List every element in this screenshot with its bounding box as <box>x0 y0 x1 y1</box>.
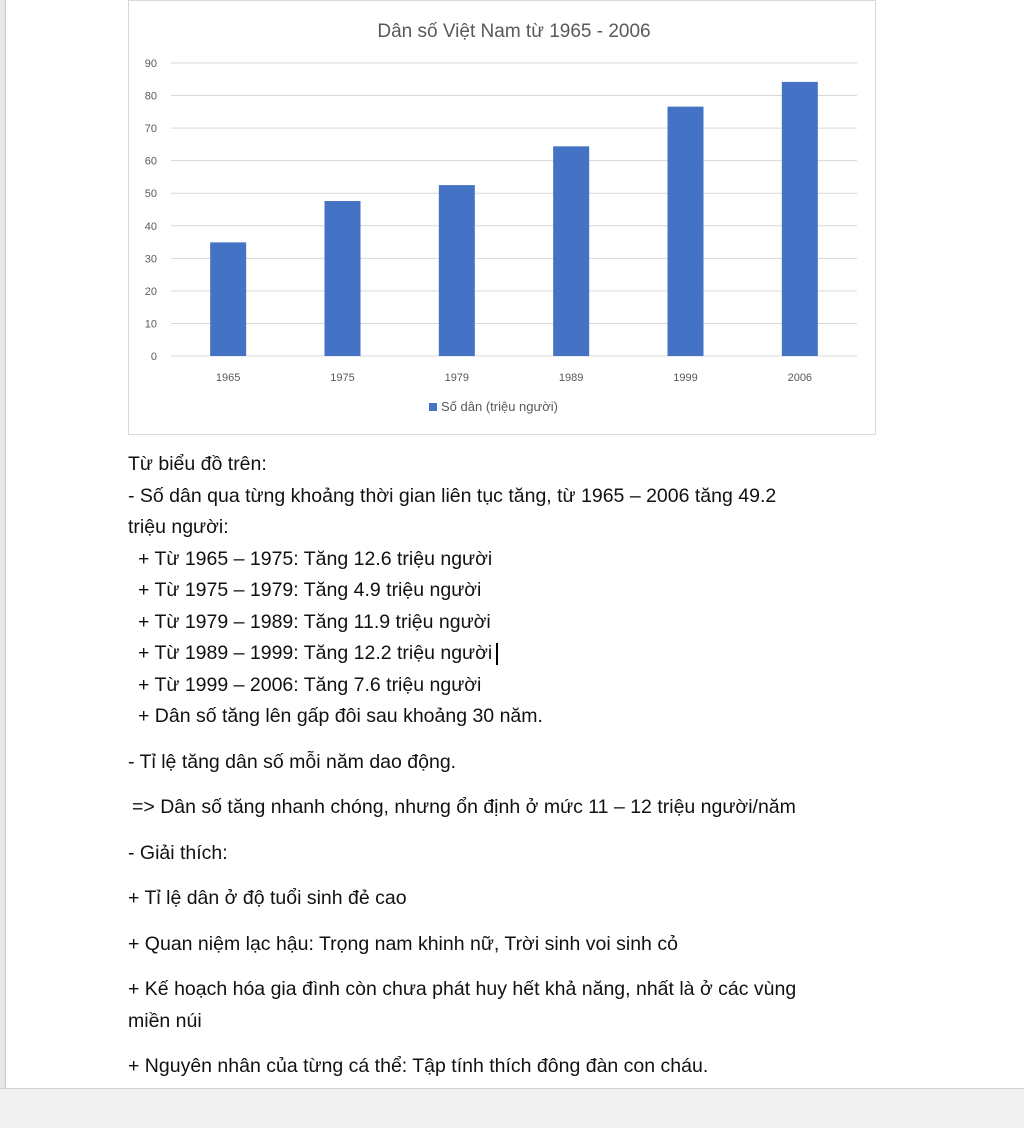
bar <box>210 242 246 356</box>
point-population-increase-cont: triệu người: <box>128 516 229 538</box>
y-tick-label: 10 <box>144 318 157 331</box>
bar <box>553 146 589 356</box>
conclusion-text: => Dân số tăng nhanh chóng, nhưng ổn định ở mức 11 – 12 triệu người/năm <box>132 796 796 818</box>
reason-family-planning: + Kế hoạch hóa gia đình còn chưa phát huy hết khả năng, nhất là ở các vùng <box>128 978 797 1000</box>
x-tick-label: 1965 <box>215 372 241 384</box>
chart-container <box>128 0 876 435</box>
sub-point-1965-1975: + Từ 1965 – 1975: Tăng 12.6 triệu người <box>138 547 493 570</box>
x-tick-label: 1999 <box>673 372 698 384</box>
x-tick-label: 1989 <box>558 372 584 384</box>
x-tick-label: 1975 <box>330 372 355 384</box>
status-bar <box>0 1088 1024 1128</box>
legend-label: Số dân (triệu người) <box>441 399 558 414</box>
sub-point-1999-2006: + Từ 1999 – 2006: Tăng 7.6 triệu người <box>138 673 482 696</box>
sub-point-1979-1989: + Từ 1979 – 1989: Tăng 11.9 triệu người <box>138 610 491 633</box>
reason-outdated-beliefs: + Quan niệm lạc hậu: Trọng nam khinh nữ, Trời sinh voi sinh cỏ <box>128 932 678 955</box>
document-body <box>128 449 908 1083</box>
sub-point-1989-1999-text: + Từ 1989 – 1999: Tăng 12.2 triệu người <box>138 642 493 664</box>
y-tick-label: 90 <box>144 58 157 70</box>
y-tick-label: 40 <box>144 220 157 233</box>
y-tick-label: 50 <box>144 188 157 201</box>
chart-title: Dân số Việt Nam từ 1965 - 2006 <box>377 21 651 42</box>
point-population-increase: - Số dân qua từng khoảng thời gian liên tục tăng, từ 1965 – 2006 tăng 49.2 <box>128 484 777 507</box>
window-left-edge <box>0 0 6 1088</box>
y-tick-label: 80 <box>144 90 157 103</box>
point-growth-rate: - Tỉ lệ tăng dân số mỗi năm dao động. <box>128 750 457 773</box>
y-tick-label: 60 <box>144 155 157 168</box>
x-tick-label: 1979 <box>444 372 470 384</box>
bar <box>325 201 361 356</box>
y-tick-label: 20 <box>144 285 157 298</box>
reason-family-planning-cont: miền núi <box>128 1009 202 1032</box>
bar-chart <box>129 1 875 434</box>
bar <box>668 107 704 356</box>
y-tick-label: 0 <box>150 351 157 363</box>
sub-point-1975-1979: + Từ 1975 – 1979: Tăng 4.9 triệu người <box>138 579 482 601</box>
bar <box>782 82 818 356</box>
bar <box>439 185 475 356</box>
x-tick-label: 2006 <box>787 372 813 384</box>
sub-point-doubling: + Dân số tăng lên gấp đôi sau khoảng 30 năm. <box>138 705 543 727</box>
reason-childbearing-age: + Tỉ lệ dân ở độ tuổi sinh đẻ cao <box>128 887 407 909</box>
text-cursor <box>496 643 498 665</box>
legend-swatch <box>429 403 437 411</box>
reason-individual: + Nguyên nhân của từng cá thể: Tập tính thích đông đàn con cháu. <box>128 1055 709 1077</box>
y-tick-label: 70 <box>144 123 157 136</box>
sub-point-1989-1999 <box>128 638 908 670</box>
y-tick-label: 30 <box>144 253 157 266</box>
intro-text: Từ biểu đồ trên: <box>128 453 267 475</box>
explanation-heading: - Giải thích: <box>128 841 228 864</box>
